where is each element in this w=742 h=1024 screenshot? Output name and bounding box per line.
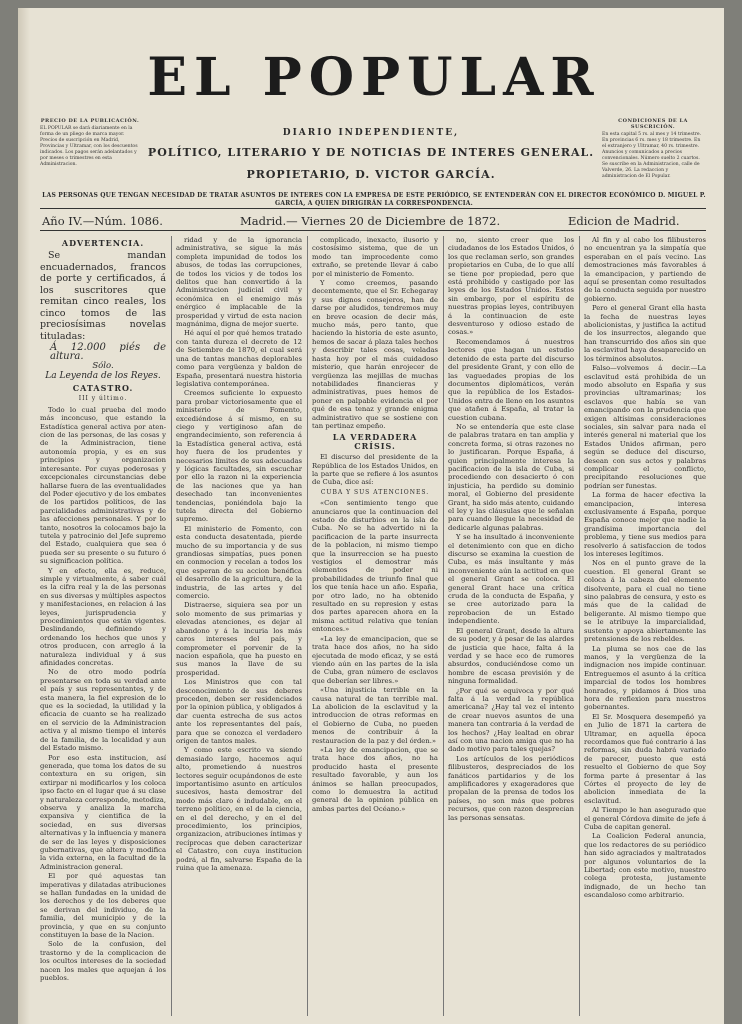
- paragraph: Nos en el punto grave de la cuestion. El general Grant se coloca á la cabeza del elemento disolvente, para el cual no tiene sino palabras de censura, y esto es más que de la calidad de beligerante. Al mismo tiempo que se le atribuye la imparcialidad, sustenta y apoya abiertamente las pretensiones de los rebeldes.: [584, 559, 706, 644]
- paragraph: ridad y de la ignorancia administrativa, se sigue la más completa impunidad de todos los abusos, de todas las corrupciones, de todos los vicios y de todos los delitos que han convertido á la Administracion judicial civil y económica en el enemigo más enérgico é implacable de la prosperidad y virtud de esta nacion magnánima, digna de mejor suerte.: [176, 236, 302, 329]
- issue-date: Madrid.— Viernes 20 de Diciembre de 1872.: [240, 214, 501, 228]
- paragraph: «La ley de emancipacion, que se trata hace dos años, no ha producido hasta el presente resultado favorable, y aun los ánimos se hallan preocupados, como lo demuestra la actitud general de la opinion pública en ambas partes del Océano.»: [312, 745, 438, 813]
- advert-ley: La Leyenda de los Reyes.: [45, 370, 161, 381]
- issue-number: Año IV.—Núm. 1086.: [42, 214, 163, 228]
- edition-label: Edicion de Madrid.: [568, 214, 680, 228]
- left-info-text: EL POPULAR se dará diariamente en la forma de un pliego de marca mayor. Precios de suscripción en Madrid, Provincias y Ultramar, con los descuentos indicados. Los pagos serán adelantados y por meses o trimestres en esta Administracion.: [40, 126, 138, 167]
- paragraph: Y como creemos, pasando decentemente, que el Sr. Echegaray y sus dignos consejeros, han de darse por aludidos, tendremos muy en breve ocasion de decir más, mucho más, pero tanto, que haciendo la historia de este asunto, hemos de sacar á plaza tales hechos y describir tales cosas, veladas hasta hoy por el más cuidadoso misterio, que harán enrojecer de vergüenza las mejillas de muchas notabilidades financieras y administrativas, pues hemos de poner en palpable evidencia el por qué de esa tenaz y grande enigma administrativo que se sostiene con tan pertinaz empeño.: [312, 279, 438, 430]
- paragraph: La forma de hacer efectiva la emancipacion, interesa exclusivamente á España, porque España conoce mejor que nadie la grandísima importancia del problema, y tiene sus medios para resolverlo á satisfaccion de todos los intereses legítimos.: [584, 491, 706, 559]
- paragraph: El ministerio de Fomento, con esta conducta desatentada, pierde mucho de su importancia y de sus grandiosas simpatías, pues ponen en conmocion y recelan a todos los que esperan de su accion benéfica el desarrollo de la agricultura, de la industria, de las artes y del comercio.: [176, 524, 302, 601]
- advert-price: Á 12.000 piés de altura.: [50, 342, 166, 362]
- paragraph: no, siento creer que los ciudadanos de los Estados Unidos, ó los que reclaman serlo, son grandes propietarios en Cuba, de lo que allí se tiene por propiedad, pero que está prohibido y castigado por las leyes de los Estados Unidos. Estos sin embargo, por el espíritu de nuestras propias leyes, contribuyen á la continuacion de este desventuroso y odioso estado de cosas.»: [448, 236, 574, 337]
- rule-top: [40, 208, 706, 209]
- column-3: [312, 236, 438, 1016]
- left-info-box: [40, 118, 140, 168]
- correspondence-notice: LAS PERSONAS QUE TENGAN NECESIDAD DE TRATAR ASUNTOS DE INTERES CON LA EMPRESA DE ESTE PERIÓDICO, SE ENTENDERÁN CON EL DIRECTOR ECONÓMICO D. MIGUEL P. GARCÍA, A QUIEN DIRIGIRÁN LA CORRESPONDENCIA.: [42, 192, 706, 207]
- paragraph: Al Tiempo le han asegurado que el general Córdova dimite de jefe á Cuba de capitan general.: [584, 806, 706, 832]
- column-divider: [579, 236, 580, 1016]
- paragraph: Y en efecto, ella es, reduce, simple y virtualmente, á saber cuál es la cifra real y la de las personas en sus diversas y múltiples aspectos y manifestaciones, en relacion á las leyes, jurisprudencia y procedimientos que están vigentes. Deslindando, definiendo y ordenando los hechos que unos y otros producen, con arreglo á la naturaleza individual y á sus afinidades concretas.: [40, 566, 166, 668]
- subtitle-line1: DIARIO INDEPENDIENTE,: [282, 128, 460, 138]
- paragraph: Los artículos de los periódicos filibusteros, despreciados de los fanáticos partidarios y de los amplificadores y exageradores que propalan de la prensa de todos los países, no son más que pobres recursos, que con razon desprecian las personas sensatas.: [448, 754, 574, 822]
- paragraph: Distraerse, siquiera sea por un solo momento de sus primarias y elevadas atenciones, es dejar al abandono y á la incuria los más caros intereses del país, y comprometer el porvenir de la nacion española, que ha puesto en sus manos la llave de su prosperidad.: [176, 601, 302, 677]
- column-5: [584, 236, 706, 1016]
- rule-bottom: [40, 230, 706, 231]
- paragraph: El general Grant, desde la altura de su poder, y á pesar de las alardes de justicia que hace, falta á la verdad y se hace eco de rumores absurdos, conduciéndose como un hombre de escasa previsión y de ninguna formalidad.: [448, 626, 574, 686]
- paragraph: «Con sentimiento tengo que anunciaros que la continuacion del estado de disturbios en la isla de Cuba. No se ha advertido ni la pacificacion de la parte insurrecta de la poblacion, ni mismo tiempo que la insurreccion se ha puesto vestigios el demostrar más elementos de poder ni probabilidades de triunfo final que los que tenía hace un año. España, por otro lado, no ha obtenido resultado en su represion y estas dos partes aparecen ahora en la misma actitud relativa que tenían entonces.»: [312, 499, 438, 634]
- paragraph: Los Ministros que con tal desconocimiento de sus deberes proceden, deben ser residenciados por la opinion pública, y obligados á dar cuenta estrecha de sus actos ante los representantes del país, para que se conozca el verdadero origen de tantos males.: [176, 678, 302, 745]
- paragraph: Y se ha insultado á inconveniente el detenimiento con que en dicho discurso se examina la cuestion de Cuba, es más insultante y más inconveniente aún la actitud en que el general Grant se coloca. El general Grant hace una crítica cruda de la conducta de España, y se cree autorizado para la reprobacion de un Estado independiente.: [448, 533, 574, 626]
- paragraph: La Coalicion Federal anuncia, que los redactores de su periódico han sido agraciados y maltratados por algunos voluntarios de la Libertad; con este motivo, nuestro colega protesta, justamente indignado, de un hecho tan escandaloso como arbitrario.: [584, 832, 706, 900]
- paragraph: Al fin y al cabo los filibusteros no encuentran ya la simpatía que esperaban en el país vecino. Las demostraciones más favorables á la emancipacion, y partiendo de aquí se presentan como resultados de la conducta seguida por nuestro gobierno.: [584, 236, 706, 303]
- advert-heading: ADVERTENCIA.: [61, 238, 145, 248]
- paragraph: Creemos suficiente lo expuesto para probar victoriosamente que el ministerio de Fomento, excediéndose á sí mismo, en su ciego y vertiginoso afan de engrandecimiento, son referencia á la Estadística general activa, está hoy fuera de los prudentes y necesarios límites de sus adecuadas y lógicas facultades, sin escuchar por ello la razon ni la experiencia de las naciones que ya han desechado tan inconvenientes tendencias, poniéndola bajo la tutela directa del Gobierno supremo.: [176, 389, 302, 524]
- column-1: [40, 236, 166, 1016]
- paragraph: complicado, inexacto, ilusorio y costosísimo sistema, que de un modo tan improcedente como extraño, se pretende llevar á cabo por el ministerio de Fomento.: [312, 236, 438, 278]
- paragraph: Todo lo cual prueba del modo más inconcuso, que estando la Estadística general activa por aten-cion de las personas, de las cosas y de la Administracion, tiene autonomía propia, y es en sus principios y organizacion interesante. Por cuyas poderosas y excepcionales circunstancias debe hallarse fuera de las eventualidades del Poder ejecutivo y de los embates de los partidos políticos, de las parcialidades administrativas y de las afecciones personales. Y por lo tanto, nosotros la colocamos bajo la tutela y patrocinio del Jefe supremo del Estado, cualquiera que sea ó pueda ser su presente o su futuro ó su significacion política.: [40, 405, 166, 566]
- subtitle-line3: PROPIETARIO, D. VICTOR GARCÍA.: [246, 168, 496, 181]
- paragraph: El discurso del presidente de la República de los Estados Unidos, en la parte que se refiere á los asuntos de Cuba, dice así:: [312, 453, 438, 487]
- column-2: [176, 236, 302, 1016]
- paragraph: No de otro modo podría presentarse en toda su verdad ante el país y sus representantes, y de esta manera, la fiel expresion de lo que es la sociedad, la utilidad y la eficacia de cuanto se ha realizado en el servicio de la Administracion activa y al mismo tiempo el interés de la familia, de la localidad y aun del Estado mismo.: [40, 668, 166, 753]
- paragraph: Pero el general Grant ella hasta la fecha de nuestras leyes abolicionistas, y justifica la actitud de los insurrectos, alegando que han transcurrido dos años sin que la esclavitud haya desaparecido en los términos absolutos.: [584, 304, 706, 363]
- column-divider: [307, 236, 308, 1016]
- paragraph: Y como este escrito va siendo demasiado largo, hacemos aquí alto, prometiendo á nuestros lectores seguir ocupándonos de este importantísimo asunto en artículos sucesivos, hasta demostrar del modo más claro é indudable, en el terreno político, en el de la ciencia, en el del derecho, y en el del procedimiento, los principios, organizacion, atribuciones íntimas y recíprocas que deben caracterizar el Catastro, con cuya institucion podrá, al fin, salvarse España de la ruina que la amenaza.: [176, 746, 302, 873]
- column-4: [448, 236, 574, 1016]
- advert-solo: Sólo.: [92, 361, 114, 372]
- paragraph: Recomendamos á nuestros lectores que hagan un estudio detenido de esta parte del discurso del presidente Grant, y con ello de las vaguedades propias de los documentos diplomáticos, verán que la república de los Estados-Unidos entra de lleno en los asuntos que atañen á España, al tratar la cuestion cubana.: [448, 337, 574, 422]
- paragraph: No se entendería que este clase de palabras tratara en tan amplia y concreta forma, si otras razones no lo justificaran. Porque España, á quien principalmente interesa la pacificacion de la isla de Cuba, si procediendo con desacierto ó con injusticia, ha perdido su dominio moral, el Gobierno del presidente Grant, ha sido más atento, cuidando el ley y las cláusulas que le señalan para cuando llegue la necesidad de dedicarle algunas palabras.: [448, 422, 574, 532]
- newspaper-page: [18, 8, 724, 1024]
- paragraph: Falso—volvemos á decir.—La esclavitud está prohibida de un modo absoluto en España y sus provincias ultramarinas; los esclavos que había se van emancipando con la prudencia que exigen altísimas consideraciones sociales, sin salvar para nada el interés general ni material que los Estados Unidos afirman, pero según se deduce del discurso, desean con sus actos y palabras complicar el conflicto, precipitando resoluciones que podrían ser funestas.: [584, 364, 706, 490]
- paragraph: El Sr. Mosquera desempeñó ya en Julio de 1871 la cartera de Ultramar, en aquella época recordamos que fué contrario á las reformas, sin duda habrá variado de parecer, puesto que está resuelto el Gobierno de que Soy forma parte á presentar á las Córtes el proyecto de ley de abolicion inmediata de la esclavitud.: [584, 712, 706, 805]
- paragraph: ¿Por qué se equivoca y por qué falta á la verdad la república americana? ¿Hay tal vez el intento de crear nuevos asuntos de una manera tan contraria á la verdad de los hechos? ¿Hay lealtad en obrar así con una nacion amiga que no ha dado motivo para tales quejas?: [448, 686, 574, 754]
- paragraph: «Una injusticia terrible en la causa natural de tan terrible mal. La abolicion de la esclavitud y la introduccion de otras reformas en el Gobierno de Cuba, no pueden menos de contribuir á la restauracion de la paz y del órden.»: [312, 686, 438, 745]
- column-divider: [171, 236, 172, 1016]
- subtitle-line2: POLÍTICO, LITERARIO Y DE NOTICIAS DE INTERES GENERAL.: [147, 146, 595, 159]
- paragraph: La pluma se nos cae de las manos, y la vergüenza de la indignacion nos impide continuar. Entreguemos el asunto á la crítica imparcial de todos los hombres honrados, y pidamos á Dios una hora de reflexion para nuestros gobernantes.: [584, 644, 706, 712]
- right-info-heading: CONDICIONES DE LA SUSCRICIÓN.: [618, 118, 688, 130]
- masthead-title: EL POPULAR: [147, 47, 601, 108]
- paragraph: El por qué aquestas tan imperativas y dilatadas atribuciones se hallan fundadas en la unidad de los derechos y de los deberes que se derivan del individuo, de la familia, del municipio y de la provincia, y que en su conjunto constituyen la base de la Nacion.: [40, 872, 166, 940]
- paragraph: «La ley de emancipacion, que se trata hace dos años, no ha sido ejecutada de modo eficaz, y se está viendo aún en las partes de la isla de Cuba, gran número de esclavos que deberían ser libres.»: [312, 634, 438, 685]
- paragraph: Solo de la confusion, del trastorno y de la complicacion de los ocultos intereses de la sociedad nacen los males que aquejan á los pueblos.: [40, 940, 166, 983]
- right-info-text: En esta capital 5 rs. al mes y 14 trimestre. En provincias 6 rs. mes y 18 trimestre. En el extranjero y Ultramar, 40 rs. trimestre. Anuncios y comunicados a precios convencionales. Número suelto 2 cuartos. Se suscribe en la Administracion, calle de Valverde, 26. La redaccion y administracion de El Popular.: [602, 132, 702, 179]
- paragraph: Hé aquí el por qué hemos tratado con tanta dureza el decreto de 12 de Setiembre de 1870, el cual será una de tantas manchas deplorables como para vergüenza y baldon de España, presentará nuestra historia legislativa contemporánea.: [176, 329, 302, 388]
- advert-text: Se mandan encuadernados, francos de porte y certificados, á los suscritores que remitan cinco reales, los cinco tomos de las preciosísimas novelas tituladas:: [40, 250, 166, 342]
- subsection-heading: III y último.: [78, 395, 128, 403]
- left-info-heading: PRECIO DE LA PUBLICACIÓN.: [40, 118, 140, 124]
- paragraph: Por eso esta institucion, así generada, que toma los datos de su contextura en su origen, sin extirpar ni modificarlos y los coloca ipso facto en el lugar que á su clase y naturaleza corresponde, metodiza, observa y analiza la marcha expansiva y cientifica de la sociedad, en sus diversas alternativas y la influencia y manera de ser de las leyes y disposiciones gubernativas, que altera y modifica la vida externa, en la facultad de la Administracion general.: [40, 753, 166, 871]
- page-edge: [18, 8, 30, 1024]
- subsection-heading: CUBA Y SUS ATENCIONES.: [320, 488, 430, 496]
- section-heading-catastro: CATASTRO.: [72, 383, 134, 394]
- section-heading-crisis: LA VERDADERA CRÍSIS.: [332, 432, 418, 451]
- column-divider: [443, 236, 444, 1016]
